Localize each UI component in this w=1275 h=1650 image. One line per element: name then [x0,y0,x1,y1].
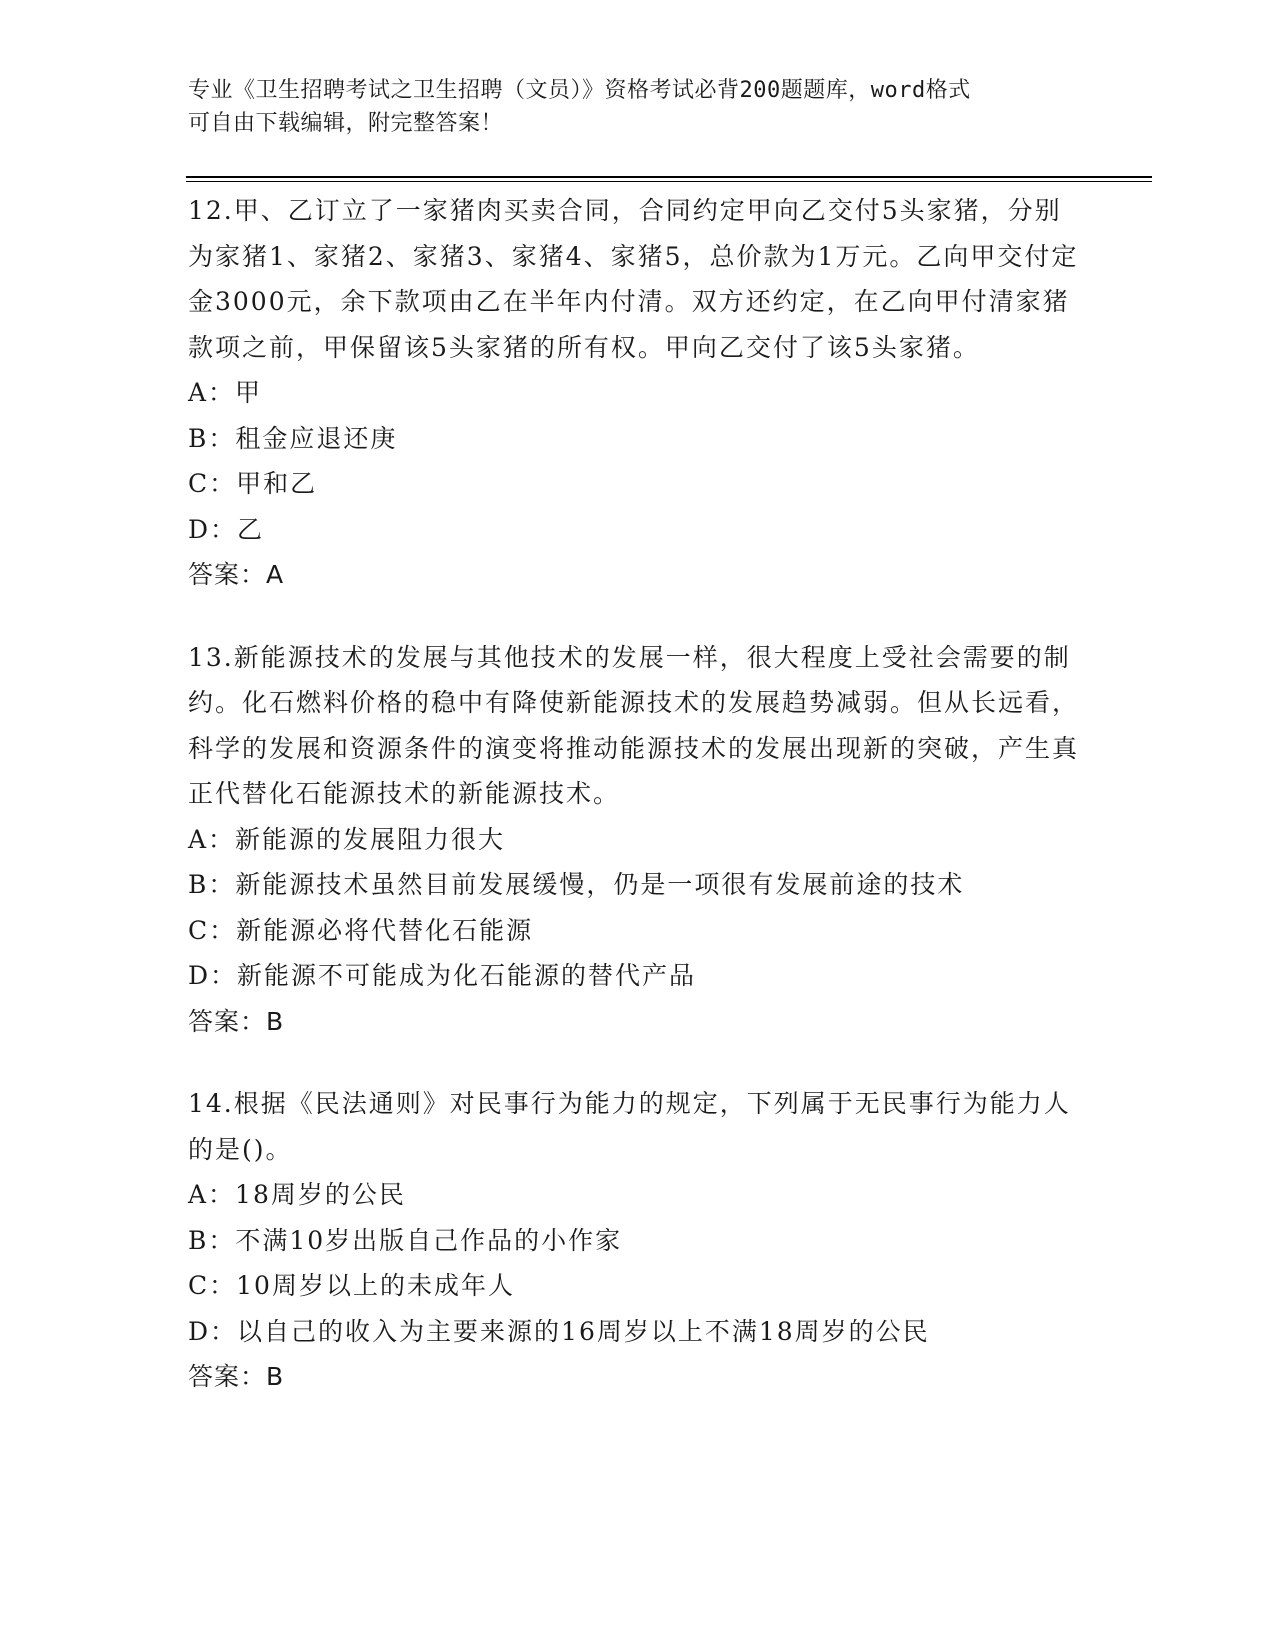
option-c: C：甲和乙 [188,469,318,498]
option-a: A：18周岁的公民 [188,1180,406,1209]
header-line-1: 专业《卫生招聘考试之卫生招聘（文员）》资格考试必背200题题库，word格式 [188,78,971,103]
answer-line: 答案：B [188,1362,285,1391]
header-divider-thick [186,176,1152,178]
question-stem: 14.根据《民法通则》对民事行为能力的规定，下列属于无民事行为能力人的是()。 [188,1089,1071,1164]
option-a: A：新能源的发展阻力很大 [188,824,506,854]
question-13 [188,635,1088,1045]
option-c: C：新能源必将代替化石能源 [188,915,534,945]
option-d: D：新能源不可能成为化石能源的替代产品 [188,961,697,990]
option-b: B：租金应退还庚 [188,423,398,453]
question-14 [188,1081,1088,1400]
option-b: B：新能源技术虽然目前发展缓慢，仍是一项很有发展前途的技术 [188,870,965,899]
answer-line: 答案：A [188,560,285,589]
option-d: D：乙 [188,514,265,544]
header-line-2: 可自由下载编辑，附完整答案！ [188,111,504,136]
question-list [188,188,1088,1437]
question-12 [188,188,1088,598]
option-d: D：以自己的收入为主要来源的16周岁以上不满18周岁的公民 [188,1316,930,1346]
option-a: A：甲 [188,378,263,407]
answer-line: 答案：B [188,1006,285,1036]
question-stem: 13.新能源技术的发展与其他技术的发展一样，很大程度上受社会需要的制约。化石燃料价格的稳中有降使新能源技术的发展趋势减弱。但从长远看，科学的发展和资源条件的演变将推动能源技术的发展出现新的突破，产生真正代替化石能源技术的新能源技术。 [188,642,1080,808]
header-divider-thin [186,181,1152,182]
option-c: C：10周岁以上的未成年人 [188,1271,515,1300]
document-header [188,74,1068,140]
question-stem: 12.甲、乙订立了一家猪肉买卖合同，合同约定甲向乙交付5头家猪，分别为家猪1、家猪2、家猪3、家猪4、家猪5，总价款为1万元。乙向甲交付定金3000元，余下款项由乙在半年内付清。双方还约定，在乙向甲付清家猪款项之前，甲保留该5头家猪的所有权。甲向乙交付了该5头家猪。 [188,196,1079,362]
option-b: B：不满10岁出版自己作品的小作家 [188,1225,623,1255]
